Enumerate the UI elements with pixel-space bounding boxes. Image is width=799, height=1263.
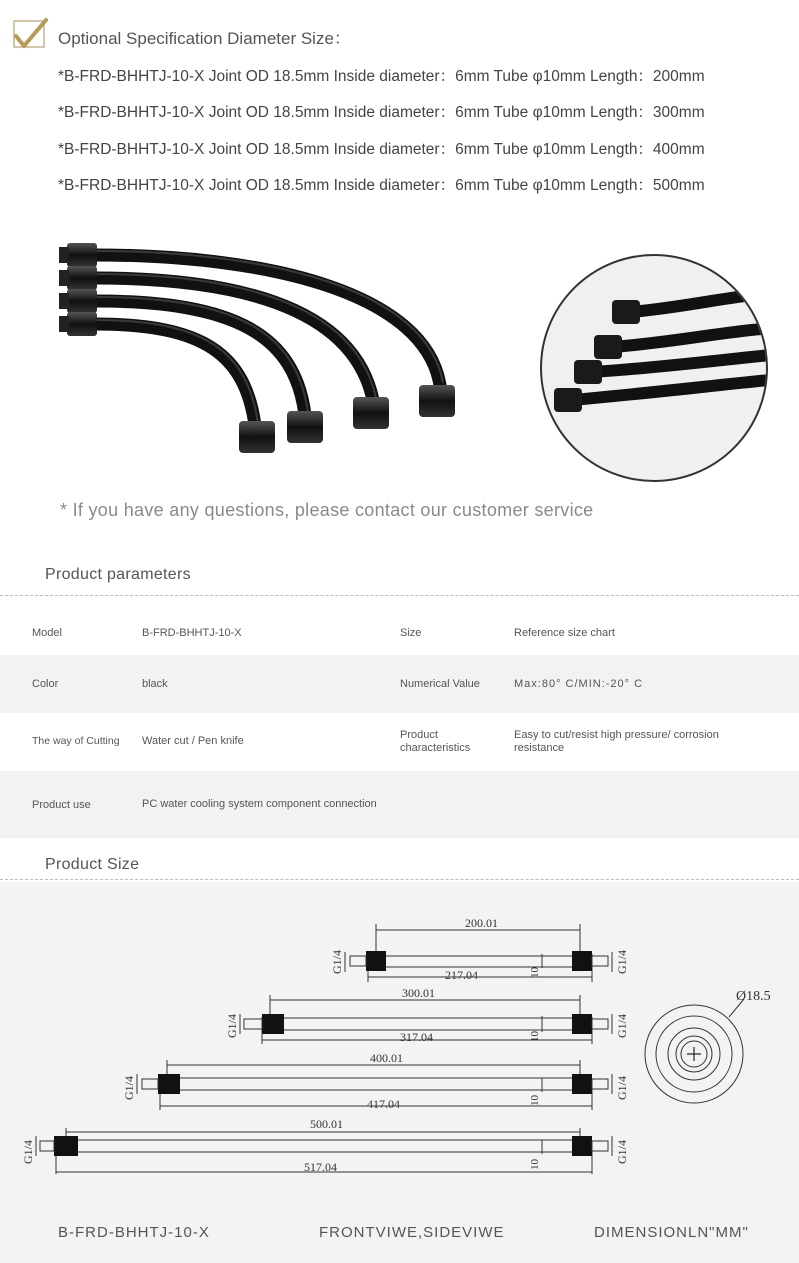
param-label: Color [32,678,59,690]
dim-inner-300: 300.01 [402,986,435,1000]
tube-detail-image [512,252,799,484]
spec-line: *B-FRD-BHHTJ-10-X Joint OD 18.5mm Inside diameter：6mm Tube φ10mm Length：300mm [58,104,705,121]
customer-service-note: * If you have any questions, please contact our customer service [60,500,594,520]
param-row [0,713,799,771]
dim-inner-200: 200.01 [465,916,498,930]
param-label: Size [400,627,422,639]
dimension-drawing [0,882,799,1212]
parameters-title: Product parameters [45,566,191,583]
param-value: Reference size chart [514,627,615,639]
thread-label: G1/4 [122,1076,136,1100]
dim-diameter: Ø18.5 [736,989,771,1004]
param-value: black [142,678,168,690]
param-row [0,655,799,713]
section-divider [0,595,799,596]
footer-unit: DIMENSIONLN"MM" [594,1224,749,1241]
param-label: The way of Cutting [32,735,120,747]
tube-od-label: 10 [529,1095,541,1106]
tube-product-image [55,235,475,455]
spec-line: *B-FRD-BHHTJ-10-X Joint OD 18.5mm Inside diameter：6mm Tube φ10mm Length：200mm [58,68,705,85]
dim-outer-517: 517.04 [304,1160,337,1174]
thread-label: G1/4 [615,950,629,974]
param-value: Easy to cut/resist high pressure/ corrosion resistance [514,729,719,754]
spec-line: *B-FRD-BHHTJ-10-X Joint OD 18.5mm Inside diameter：6mm Tube φ10mm Length：500mm [58,177,705,194]
thread-label: G1/4 [21,1140,35,1164]
dim-outer-417: 417.04 [367,1097,400,1111]
spec-line: *B-FRD-BHHTJ-10-X Joint OD 18.5mm Inside diameter：6mm Tube φ10mm Length：400mm [58,141,705,158]
tube-od-label: 10 [529,967,541,978]
spec-title: Optional Specification Diameter Size： [58,29,351,48]
thread-label: G1/4 [225,1014,239,1038]
size-title: Product Size [45,856,140,873]
param-label: Product use [32,799,91,811]
param-value: Max:80° C/MIN:-20° C [514,678,644,690]
param-value: PC water cooling system component connection [142,798,377,810]
tube-od-label: 10 [529,1159,541,1170]
param-label: Model [32,627,62,639]
section-divider [0,879,799,880]
param-row [0,605,799,655]
dim-outer-317: 317.04 [400,1030,433,1044]
checkmark-icon [12,18,52,50]
param-row [0,771,799,838]
thread-label: G1/4 [330,950,344,974]
tube-od-label: 10 [529,1031,541,1042]
thread-label: G1/4 [615,1140,629,1164]
param-label: Numerical Value [400,678,480,690]
dim-inner-500: 500.01 [310,1117,343,1131]
dim-inner-400: 400.01 [370,1051,403,1065]
param-label: Product characteristics [400,729,471,754]
param-value: B-FRD-BHHTJ-10-X [142,627,242,639]
param-value: Water cut / Pen knife [142,735,244,747]
footer-model: B-FRD-BHHTJ-10-X [58,1224,210,1241]
dim-outer-217: 217.04 [445,968,478,982]
footer-view: FRONTVIWE,SIDEVIWE [319,1224,505,1241]
thread-label: G1/4 [615,1014,629,1038]
thread-label: G1/4 [615,1076,629,1100]
